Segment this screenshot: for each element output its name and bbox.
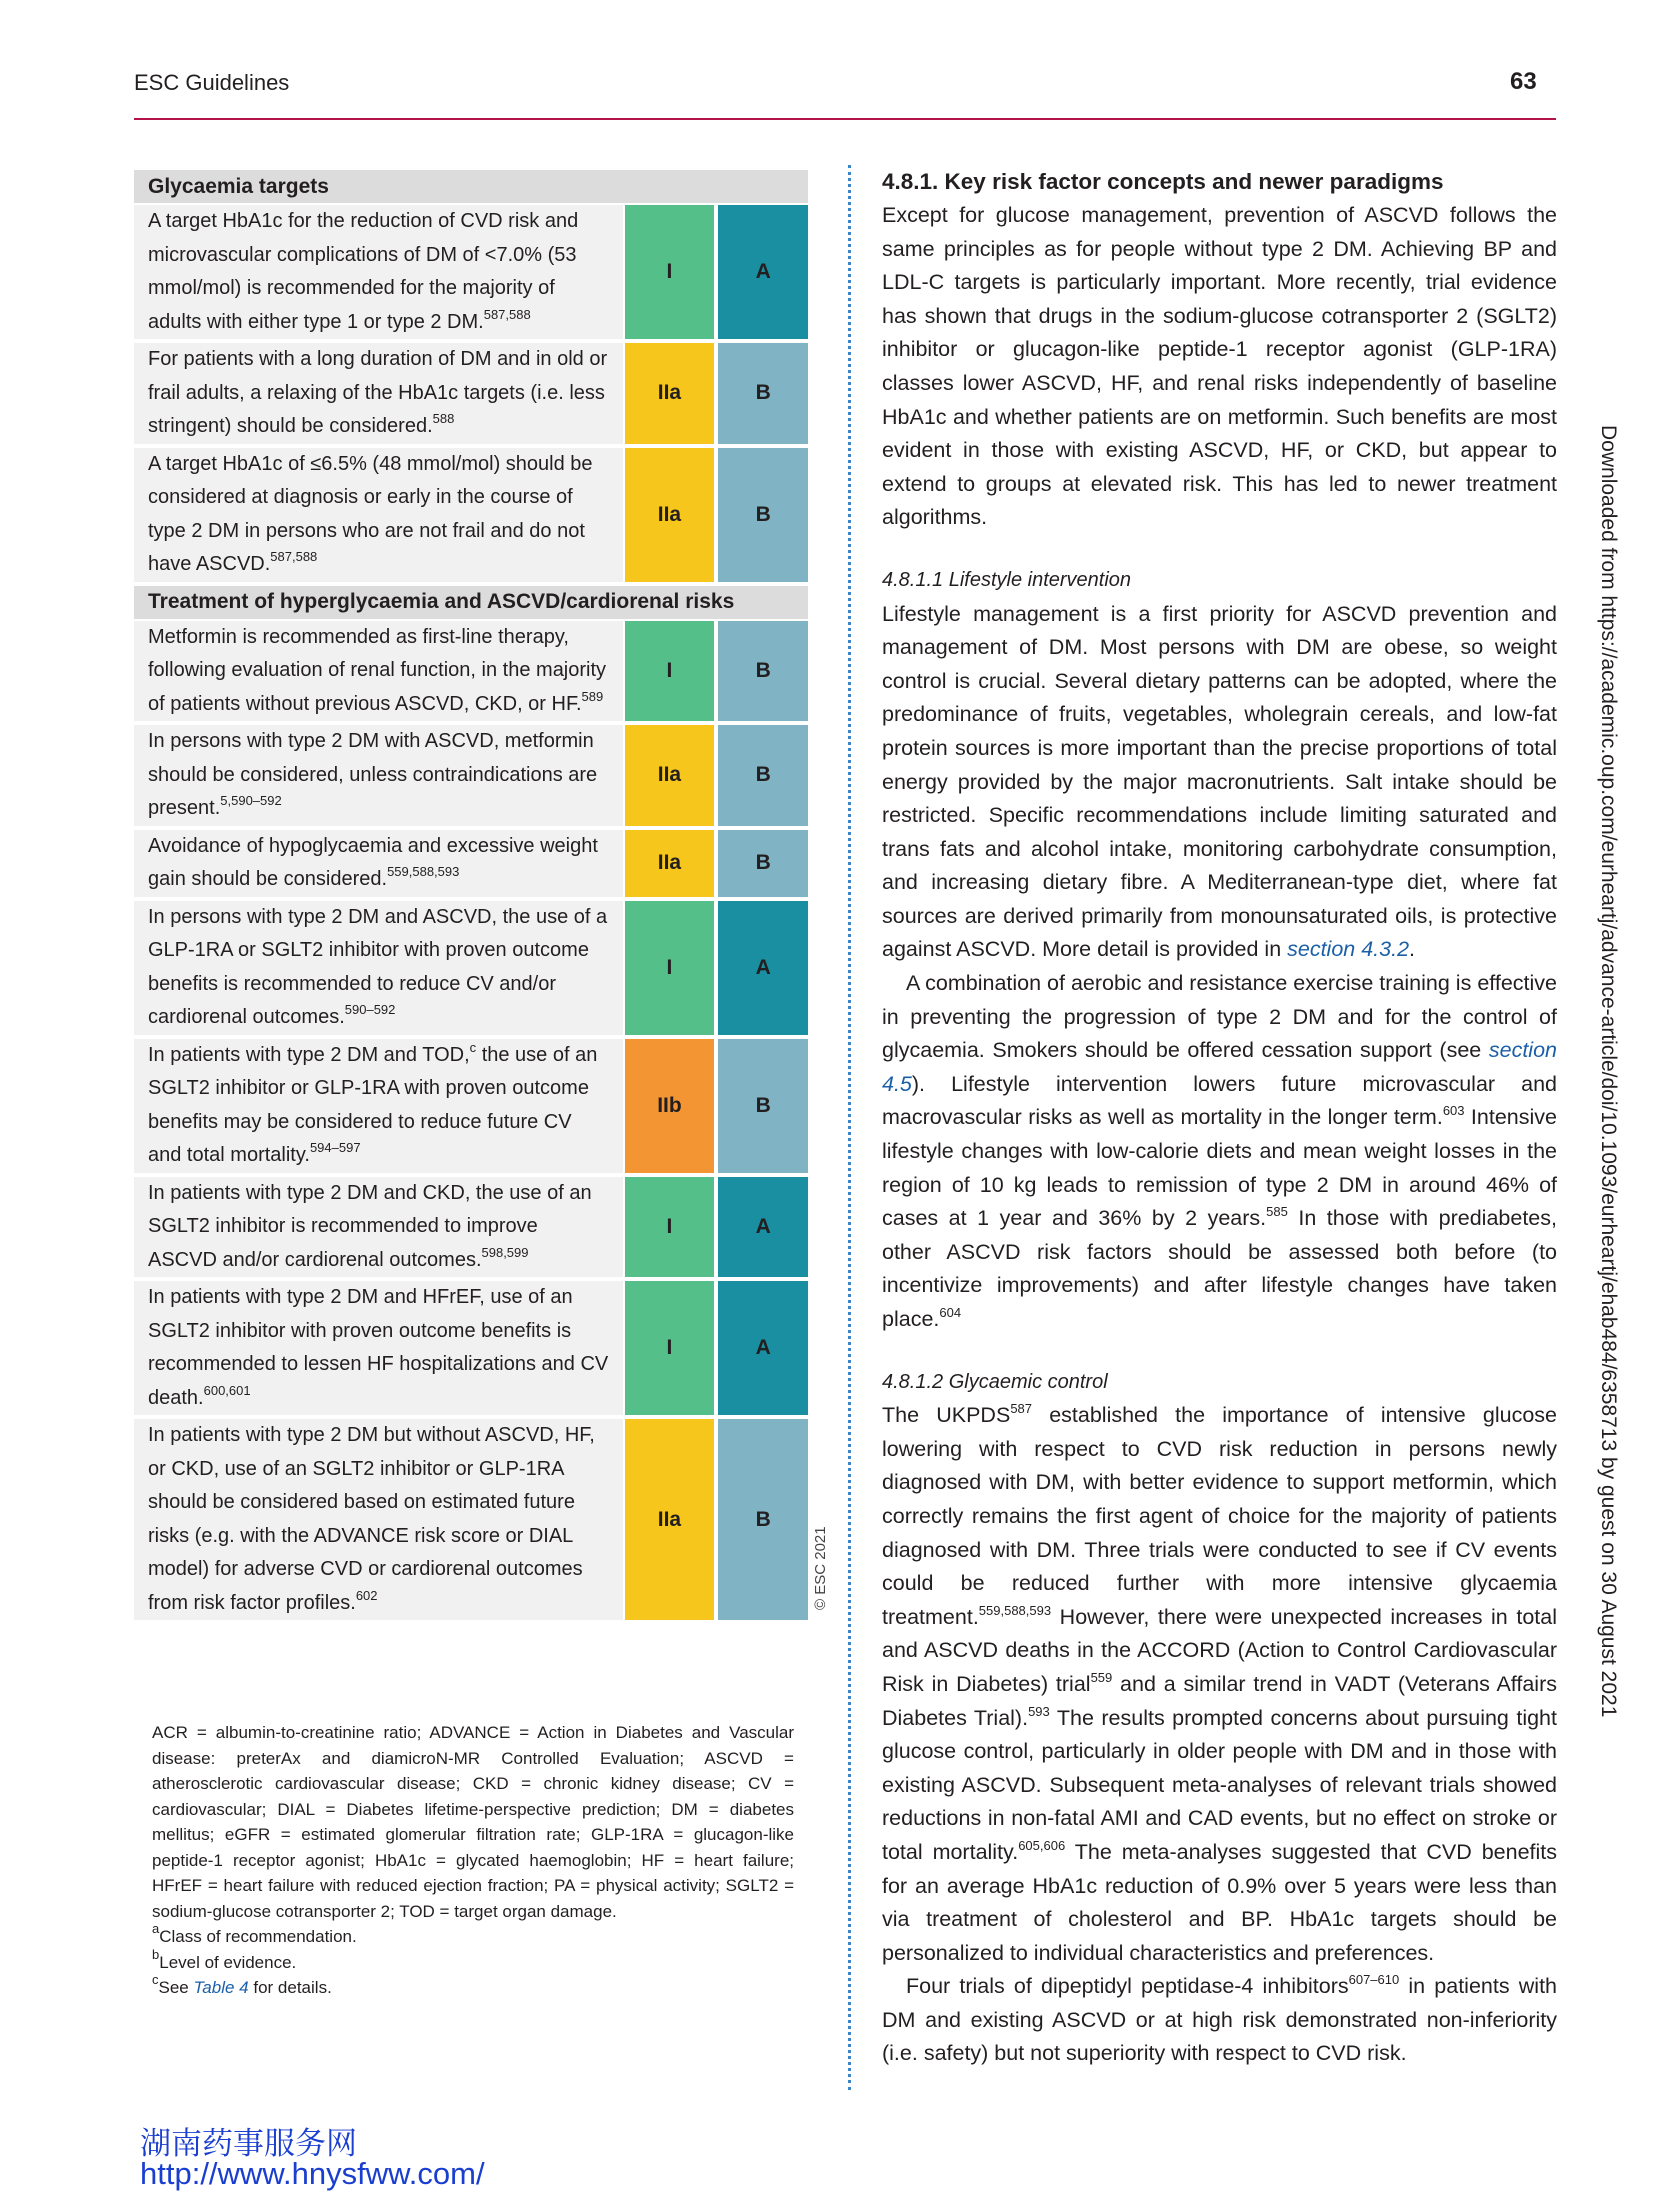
- recommendation-row: [134, 828, 808, 899]
- reference-superscript: 5,590–592: [220, 793, 282, 808]
- class-of-recommendation: I: [624, 1175, 717, 1280]
- footnote-c: $^c$See Table 4 for details.: [152, 1972, 332, 1997]
- class-of-recommendation: I: [624, 204, 717, 341]
- level-of-evidence: A: [716, 1279, 808, 1417]
- recommendation-text: In persons with type 2 DM with ASCVD, metformin should be considered, unless contraindications are present.$^{5,590-592}$: [134, 723, 624, 828]
- reference-superscript: 589: [581, 688, 604, 704]
- recommendation-text: In patients with type 2 DM but without ASCVD, HF, or CKD, use of an SGLT2 inhibitor or GLP-1RA should be considered based on estimated future risks (e.g. with the ADVANCE risk score or DIAL model) for adverse CVD or cardiorenal outcomes from risk factor profiles.$^{602}$: [134, 1417, 624, 1622]
- level-of-evidence: B: [716, 446, 808, 584]
- reference-superscript: 590–592: [344, 1002, 396, 1017]
- reference-superscript: 594–597: [309, 1140, 361, 1155]
- glycaemic-paragraph-1: The UKPDS$^{587}$ established the importance of intensive glucose lowering with respect to CVD risk reduction in persons newly diagnosed with DM, with better evidence to support metformin, which correctly remains the first agent of choice for the majority of patients diagnosed with DM. Three trials were conducted to see if CV events could be reduced further with more intensive glycaemia treatment.$^{559,588,593}$ However, there were unexpected increases in total and ASCVD deaths in the ACCORD (Action to Control Cardiovascular Risk in Diabetes) trial$^{559}$ and a similar trend in VADT (Veterans Affairs Diabetes Trial).$^{593}$ The results prompted concerns about pursuing tight glucose control, particularly in older people with DM and in those with existing ASCVD. Subsequent meta-analyses of relevant trials showed reductions in non-fatal AMI and CAD events, but no effect on stroke or total mortality.$^{605,606}$ The meta-analyses suggested that CVD benefits for an average HbA1c reduction of 0.9% over 5 years were less than via treatment of cholesterol and BP. HbA1c targets should be personalized to individual characteristics and preferences.: [882, 1401, 1557, 1965]
- section-title: Treatment of hyperglycaemia and ASCVD/cardiorenal risks: [134, 584, 808, 620]
- recommendation-row: [134, 204, 808, 341]
- class-of-recommendation: IIb: [624, 1037, 717, 1175]
- recommendation-row: [134, 446, 808, 584]
- recommendation-text: In patients with type 2 DM and TOD,$^c$ the use of an SGLT2 inhibitor or GLP-1RA with proven outcome benefits may be considered to reduce future CV and total mortality.$^{594-597}$: [134, 1037, 624, 1175]
- reference-superscript: 588: [432, 411, 455, 426]
- level-of-evidence: B: [716, 1417, 808, 1622]
- watermark-site-name: 湖南药事服务网: [140, 2126, 357, 2162]
- reference-superscript: 587,588: [270, 549, 318, 564]
- article-column: [882, 165, 1557, 2071]
- reference-superscript: 598,599: [481, 1244, 529, 1260]
- recommendation-text: For patients with a long duration of DM and in old or frail adults, a relaxing of the HbA1c targets (i.e. less stringent) should be considered.$^{588}$: [134, 341, 624, 446]
- subsection-heading-lifestyle: 4.8.1.1 Lifestyle intervention: [882, 568, 1132, 591]
- class-of-recommendation: IIa: [624, 446, 717, 584]
- recommendation-row: [134, 723, 808, 828]
- class-of-recommendation: I: [624, 620, 717, 724]
- watermark-url[interactable]: http://www.hnysfww.com/: [140, 2156, 485, 2191]
- class-of-recommendation: IIa: [624, 723, 717, 828]
- class-of-recommendation: I: [624, 899, 717, 1037]
- recommendation-row: [134, 1279, 808, 1417]
- table-section-header: [134, 584, 808, 620]
- level-of-evidence: A: [716, 204, 808, 341]
- column-divider: [848, 165, 851, 2090]
- running-header: ESC Guidelines: [134, 70, 290, 95]
- level-of-evidence: B: [716, 828, 808, 899]
- reference-superscript: 587,588: [483, 306, 531, 322]
- recommendation-text: Avoidance of hypoglycaemia and excessive weight gain should be considered.$^{559,588,593}$: [134, 828, 624, 899]
- table-footnotes: [152, 1720, 794, 2001]
- recommendation-row: [134, 1175, 808, 1280]
- recommendation-text: Metformin is recommended as first-line therapy, following evaluation of renal function, in the majority of patients without previous ASCVD, CKD, or HF.$^{589}$: [134, 620, 624, 724]
- glycaemic-paragraph-2: Four trials of dipeptidyl peptidase-4 inhibitors$^{607-610}$ in patients with DM and existing ASCVD or at high risk demonstrated non-inferiority (i.e. safety) but not superiority with respect to CVD risk.: [882, 1972, 1557, 2066]
- level-of-evidence: B: [716, 620, 808, 724]
- footnote-b: $^b$Level of evidence.: [152, 1946, 297, 1972]
- recommendation-row: [134, 899, 808, 1037]
- reference-superscript: 559,588,593: [387, 864, 460, 879]
- reference-superscript: 600,601: [203, 1382, 251, 1398]
- header-rule: [134, 118, 1556, 120]
- section-4-3-2-link[interactable]: section 4.3.2: [1287, 937, 1410, 962]
- level-of-evidence: A: [716, 1175, 808, 1280]
- footnote-a: $^a$Class of recommendation.: [152, 1921, 357, 1946]
- table-4-link[interactable]: Table 4: [193, 1978, 249, 1997]
- class-of-recommendation: IIa: [624, 1417, 717, 1622]
- section-heading: 4.8.1. Key risk factor concepts and newer paradigms: [882, 169, 1444, 194]
- section-4-5-link[interactable]: section 4.5: [882, 1038, 1557, 1096]
- table-section-header: [134, 170, 808, 204]
- esc-copyright: © ESC 2021: [812, 1526, 829, 1610]
- level-of-evidence: B: [716, 341, 808, 446]
- level-of-evidence: B: [716, 723, 808, 828]
- subsection-heading-glycaemic: 4.8.1.2 Glycaemic control: [882, 1370, 1108, 1393]
- recommendation-text: A target HbA1c of ≤6.5% (48 mmol/mol) should be considered at diagnosis or early in the course of type 2 DM in persons who are not frail and do not have ASCVD.$^{587,588}$: [134, 446, 624, 584]
- recommendation-row: [134, 620, 808, 724]
- recommendation-text: In persons with type 2 DM and ASCVD, the use of a GLP-1RA or SGLT2 inhibitor with proven outcome benefits is recommended to reduce CV and/or cardiorenal outcomes.$^{590-592}$: [134, 899, 624, 1037]
- class-of-recommendation: IIa: [624, 828, 717, 899]
- level-of-evidence: A: [716, 899, 808, 1037]
- class-of-recommendation: I: [624, 1279, 717, 1417]
- recommendation-row: [134, 341, 808, 446]
- recommendation-row: [134, 1037, 808, 1175]
- recommendation-text: In patients with type 2 DM and HFrEF, use of an SGLT2 inhibitor with proven outcome benefits is recommended to lessen HF hospitalizations and CV death.$^{600,601}$: [134, 1279, 624, 1417]
- lifestyle-paragraph-2: A combination of aerobic and resistance exercise training is effective in preventing the progression of type 2 DM and for the control of glycaemia. Smokers should be offered cessation support (see section 4.5). Lifestyle intervention lowers future microvascular and macrovascular risks as well as mortality in the longer term.$^{603}$ Intensive lifestyle changes with low-calorie diets and mean weight losses in the region of 10 kg leads to remission of type 2 DM in around 46% of cases at 1 year and 36% by 2 years.$^{585}$ In those with prediabetes, other ASCVD risk factors should be assessed both before (to incentivize improvements) and after lifestyle changes have taken place.$^{604}$: [882, 971, 1557, 1331]
- intro-paragraph: Except for glucose management, prevention of ASCVD follows the same principles as for people without type 2 DM. Achieving BP and LDL-C targets is particularly important. More recently, trial evidence has shown that drugs in the sodium-glucose cotransporter 2 (SGLT2) inhibitor or glucagon-like peptide-1 receptor agonist (GLP-1RA) classes lower ASCVD, HF, and renal risks independently of baseline HbA1c and whether patients are on metformin. Such benefits are most evident in those with existing ASCVD, HF, or CKD, but appear to extend to groups at elevated risk. This has led to newer treatment algorithms.: [882, 203, 1557, 530]
- recommendation-text: A target HbA1c for the reduction of CVD risk and microvascular complications of DM of <7.0% (53 mmol/mol) is recommended for the majority of adults with either type 1 or type 2 DM.$^{587,588}$: [134, 204, 624, 341]
- abbreviation-list: ACR = albumin-to-creatinine ratio; ADVANCE = Action in Diabetes and Vascular disease: preterAx and diamicroN-MR Controlled Evaluation; ASCVD = atherosclerotic cardiovascular disease; CKD = chronic kidney disease; CV = cardiovascular; DIAL = Diabetes lifetime-perspective prediction; DM = diabetes mellitus; eGFR = estimated glomerular filtration rate; GLP-1RA = glucagon-like peptide-1 receptor agonist; HbA1c = glycated haemoglobin; HF = heart failure; HFrEF = heart failure with reduced ejection fraction; PA = physical activity; SGLT2 = sodium-glucose cotransporter 2; TOD = target organ damage.: [152, 1723, 794, 1921]
- lifestyle-paragraph-1: Lifestyle management is a first priority for ASCVD prevention and management of DM. Most persons with DM are obese, so weight control is crucial. Several dietary patterns can be adopted, where the predominance of fruits, vegetables, wholegrain cereals, and low-fat protein sources is more important than the precise proportions of total energy provided by the major macronutrients. Salt intake should be restricted. Specific recommendations include limiting saturated and trans fats and alcohol intake, monitoring carbohydrate consumption, and increasing dietary fibre. A Mediterranean-type diet, where fat sources are derived primarily from monounsaturated oils, is protective against ASCVD. More detail is provided in section 4.3.2.: [882, 601, 1557, 962]
- level-of-evidence: B: [716, 1037, 808, 1175]
- page-number: 63: [1510, 68, 1537, 95]
- recommendation-row: [134, 1417, 808, 1622]
- download-notice: Downloaded from https://academic.oup.com/eurheartj/advance-article/doi/10.1093/eurheartj/ehab484/6358713 by guest on 30 August 2021: [1597, 425, 1620, 1718]
- reference-superscript: 602: [355, 1587, 378, 1603]
- section-title: Glycaemia targets: [134, 170, 808, 204]
- recommendation-text: In patients with type 2 DM and CKD, the use of an SGLT2 inhibitor is recommended to improve ASCVD and/or cardiorenal outcomes.$^{598,599}$: [134, 1175, 624, 1280]
- class-of-recommendation: IIa: [624, 341, 717, 446]
- recommendations-table: [134, 170, 808, 1624]
